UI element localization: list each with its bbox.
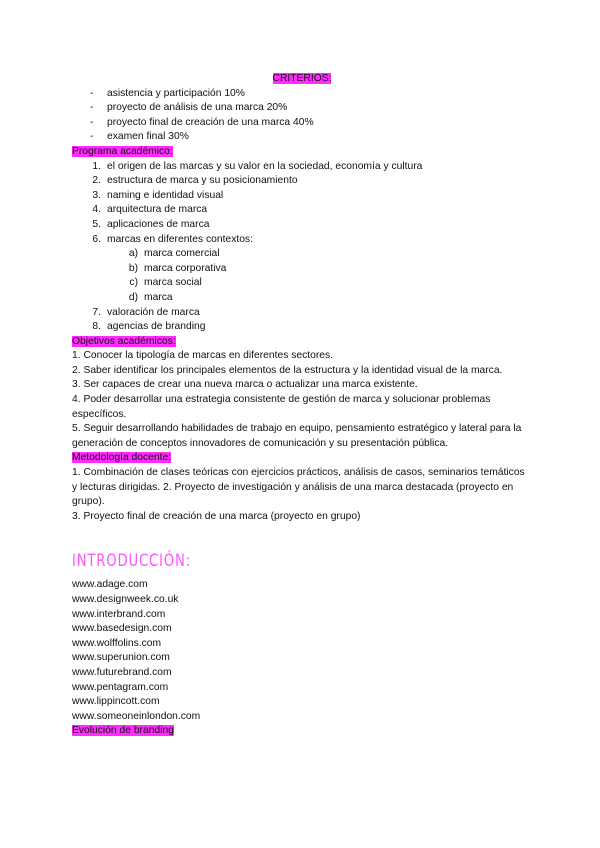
link-item[interactable]: www.pentagram.com xyxy=(72,681,169,693)
introduccion-links xyxy=(72,578,532,724)
criterios-heading-row xyxy=(72,72,532,87)
programa-heading: Programa académico: xyxy=(72,145,173,157)
list-item: 5. aplicaciones de marca xyxy=(92,218,210,230)
programa-list xyxy=(72,160,532,248)
list-item: b) marca corporativa xyxy=(128,262,227,274)
link-item[interactable]: www.designweek.co.uk xyxy=(72,594,179,605)
link-item[interactable]: www.wolffolins.com xyxy=(72,637,162,649)
metodologia-heading: Metodología docente: xyxy=(72,452,172,464)
link-item[interactable]: www.adage.com xyxy=(72,579,148,591)
evolucion-heading-row xyxy=(72,724,532,739)
metodologia-heading-row xyxy=(72,451,532,466)
list-item: 7. valoración de marca xyxy=(92,306,200,318)
list-item: 6. marcas en diferentes contextos: xyxy=(92,233,253,245)
link-item[interactable]: www.futurebrand.com xyxy=(72,666,172,678)
list-item: d) marca xyxy=(128,291,173,303)
list-item: - proyecto final de creación de una marca 40% xyxy=(72,116,532,131)
criterios-heading: CRITERIOS: xyxy=(272,73,332,84)
metodologia-paragraph: 3. Proyecto final de creación de una marca (proyecto en grupo) xyxy=(72,510,361,522)
objetivo-paragraph: 1. Conocer la tipología de marcas en diferentes sectores. xyxy=(72,350,333,362)
objetivo-paragraph: 3. Ser capaces de crear una nueva marca o actualizar una marca existente. xyxy=(72,379,418,391)
list-item: 1. el origen de las marcas y su valor en la sociedad, economía y cultura xyxy=(92,160,423,172)
list-item: 4. arquitectura de marca xyxy=(92,204,208,216)
link-item[interactable]: www.interbrand.com xyxy=(72,608,166,620)
document-page xyxy=(72,72,532,739)
list-item: a) marca comercial xyxy=(128,248,220,260)
programa-heading-row xyxy=(72,145,532,160)
programa-list-continued xyxy=(72,306,532,335)
criterios-list xyxy=(72,87,532,145)
list-item: 8. agencias de branding xyxy=(92,321,206,333)
list-item: 3. naming e identidad visual xyxy=(92,189,224,201)
objetivo-paragraph: 2. Saber identificar los principales elementos de la estructura y la identidad visual de la marca. xyxy=(72,364,503,376)
link-item[interactable]: www.someoneinlondon.com xyxy=(72,710,201,722)
objetivos-heading: Objetivos académicos: xyxy=(72,335,176,347)
link-item[interactable]: www.lippincott.com xyxy=(72,696,160,708)
list-item: - proyecto de análisis de una marca 20% xyxy=(72,101,532,116)
list-item: - asistencia y participación 10% xyxy=(72,87,532,102)
link-item[interactable]: www.basedesign.com xyxy=(72,623,172,635)
list-item: c) marca social xyxy=(129,277,202,289)
objetivos-heading-row xyxy=(72,335,532,350)
metodologia-paragraph: 1. Combinación de clases teóricas con ejercicios prácticos, análisis de casos, seminarios temáticos y lecturas dirigidas. 2. Proyecto de investigación y análisis de una marca destacada (proyecto en grupo). xyxy=(72,467,525,508)
link-item[interactable]: www.superunion.com xyxy=(72,652,170,664)
introduccion-heading: INTRODUCCIÓN: xyxy=(72,551,191,572)
objetivo-paragraph: 4. Poder desarrollar una estrategia consistente de gestión de marca y solucionar problemas específicos. xyxy=(72,394,491,420)
list-item: 2. estructura de marca y su posicionamiento xyxy=(92,175,298,187)
programa-sublist xyxy=(109,247,532,305)
list-item: - examen final 30% xyxy=(72,130,532,145)
evolucion-heading: Evolución de branding xyxy=(72,725,174,737)
objetivo-paragraph: 5. Seguir desarrollando habilidades de trabajo en equipo, pensamiento estratégico y lateral para la generación de conceptos innovadores de comunicación y su presentación pública. xyxy=(72,423,522,449)
